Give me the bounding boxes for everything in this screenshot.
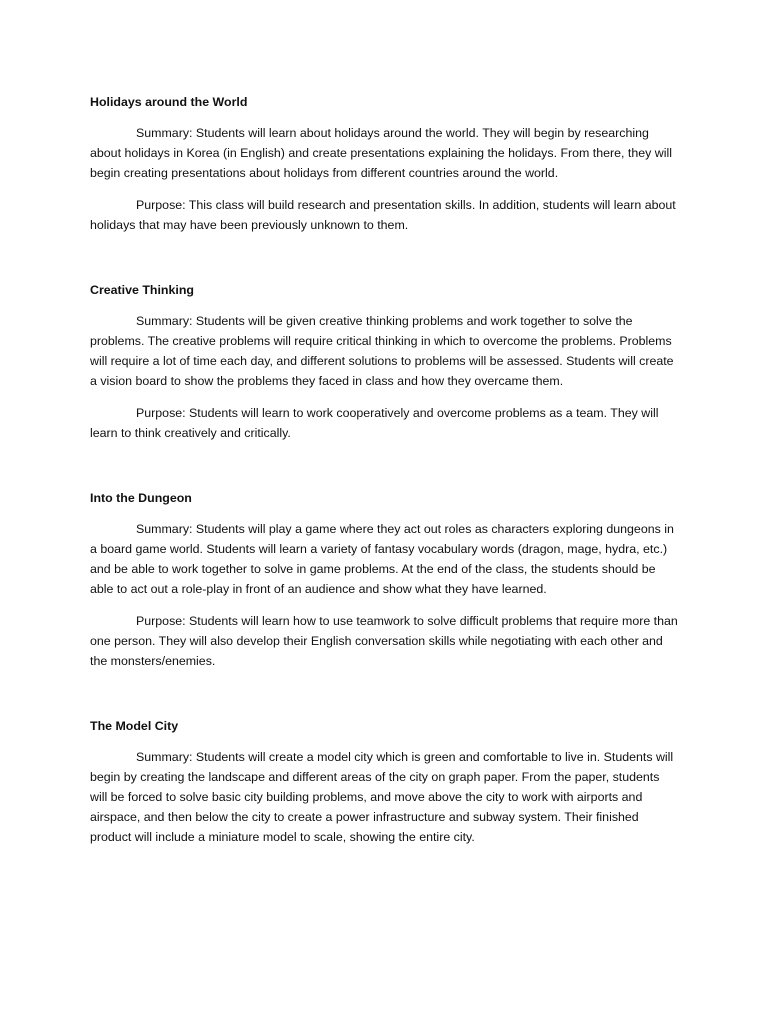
section-title: Creative Thinking bbox=[90, 283, 194, 297]
section-creative-thinking bbox=[90, 281, 680, 443]
section-summary: Summary: Students will be given creative thinking problems and work together to solve the problems. The creative problems will require critical thinking in which to overcome the problems. Problems will require a lot of time each day, and different solutions to problems will be assessed. Students will create a vision board to show the problems they faced in class and how they overcame them. bbox=[90, 314, 674, 388]
section-model-city bbox=[90, 717, 680, 847]
section-into-the-dungeon bbox=[90, 489, 680, 671]
section-title: The Model City bbox=[90, 719, 179, 733]
section-summary: Summary: Students will learn about holidays around the world. They will begin by researching about holidays in Korea (in English) and create presentations explaining the holidays. From there, they will begin creating presentations about holidays from different countries around the world. bbox=[90, 126, 672, 180]
section-title: Into the Dungeon bbox=[90, 491, 192, 505]
section-summary: Summary: Students will create a model city which is green and comfortable to live in. Students will begin by creating the landscape and different areas of the city on graph paper. From the paper, students will be forced to solve basic city building problems, and move above the city to work with airports and airspace, and then below the city to create a power infrastructure and subway system. Their finished product will include a miniature model to scale, showing the entire city. bbox=[90, 750, 674, 844]
section-title: Holidays around the World bbox=[90, 95, 248, 109]
section-purpose: Purpose: Students will learn to work cooperatively and overcome problems as a team. They will learn to think creatively and critically. bbox=[90, 406, 659, 440]
document-page bbox=[90, 93, 680, 893]
section-purpose: Purpose: This class will build research and presentation skills. In addition, students will learn about holidays that may have been previously unknown to them. bbox=[90, 198, 676, 232]
section-holidays bbox=[90, 93, 680, 235]
section-summary: Summary: Students will play a game where they act out roles as characters exploring dungeons in a board game world. Students will learn a variety of fantasy vocabulary words (dragon, mage, hydra, etc.) and be able to work together to solve in game problems. At the end of the class, the students should be able to act out a role-play in front of an audience and show what they have learned. bbox=[90, 522, 674, 596]
section-purpose: Purpose: Students will learn how to use teamwork to solve difficult problems that require more than one person. They will also develop their English conversation skills while negotiating with each other and the monsters/enemies. bbox=[90, 614, 678, 668]
